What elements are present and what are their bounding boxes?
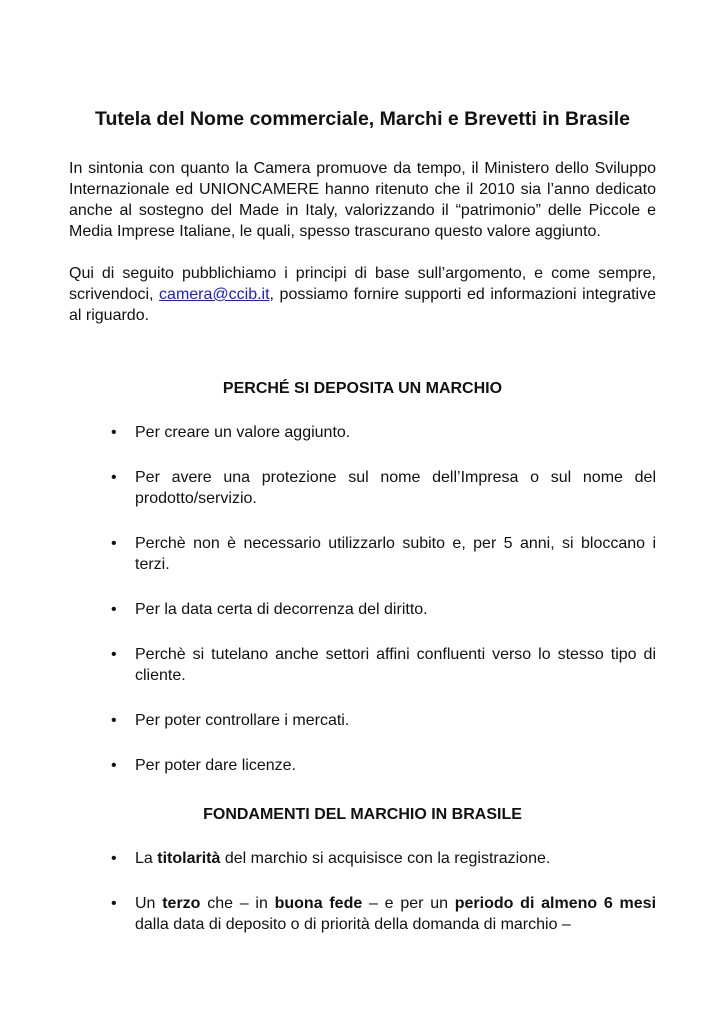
intro-p2-text-before: Qui di seguito pubblichiamo i principi di base sull’argomento, e come sempre, scrivendoci, (69, 265, 656, 303)
list-item (69, 848, 656, 869)
item1-text-post: del marchio si acquisisce con la registrazione. (220, 850, 551, 867)
email-link[interactable]: camera@ccib.it (159, 286, 270, 303)
intro-paragraph-1: In sintonia con quanto la Camera promuove da tempo, il Ministero dello Sviluppo Internazionale ed UNIONCAMERE hanno ritenuto che il 2010 sia l’anno dedicato anche al sostegno del Made in Italy, valorizzando il “patrimonio” delle Piccole e Media Imprese Italiane, le quali, spesso trascurano questo valore aggiunto. (69, 160, 656, 240)
item1-text-pre: La (135, 850, 158, 867)
bullet-icon: • (111, 895, 117, 912)
list-item-text: Perchè non è necessario utilizzarlo subito e, per 5 anni, si bloccano i terzi. (135, 535, 656, 573)
list-item (69, 533, 656, 575)
list-item (69, 710, 656, 731)
list-item-text: Per la data certa di decorrenza del diritto. (135, 601, 428, 618)
list-item (69, 422, 656, 443)
list-item-text: Per creare un valore aggiunto. (135, 424, 351, 441)
intro-p2-text-after: , possiamo fornire supporti ed informazioni integrative al riguardo. (69, 286, 656, 324)
item1-text-bold: titolarità (157, 850, 221, 867)
item2-bold-1: terzo (162, 895, 201, 912)
list-item (69, 893, 656, 935)
item2-text-2: che – in (200, 895, 275, 912)
item2-text-3: – e per un (362, 895, 455, 912)
item2-text-4: dalla data di deposito o di priorità della domanda di marchio – (135, 916, 571, 933)
bullet-icon: • (111, 535, 117, 552)
section-heading-fondamenti: FONDAMENTI DEL MARCHIO IN BRASILE (203, 806, 522, 823)
intro-paragraph-2 (69, 263, 656, 326)
list-item-text: Per poter dare licenze. (135, 757, 296, 774)
bullet-icon: • (111, 712, 117, 729)
list-item (69, 467, 656, 509)
reasons-list (69, 422, 656, 776)
fundamentals-list (69, 848, 656, 935)
bullet-icon: • (111, 601, 117, 618)
section-heading-perche: PERCHÉ SI DEPOSITA UN MARCHIO (222, 380, 503, 397)
item2-bold-2: buona fede (274, 895, 363, 912)
bullet-icon: • (111, 424, 117, 441)
list-item-text: Per avere una protezione sul nome dell’Impresa o sul nome del prodotto/servizio. (135, 469, 656, 507)
bullet-icon: • (111, 850, 117, 867)
bullet-icon: • (111, 757, 117, 774)
item2-bold-3: periodo di almeno 6 mesi (454, 895, 657, 912)
item2-text-1: Un (135, 895, 163, 912)
document-page (69, 108, 656, 959)
list-item (69, 755, 656, 776)
list-item-text: Perchè si tutelano anche settori affini confluenti verso lo stesso tipo di cliente. (135, 646, 656, 684)
bullet-icon: • (111, 469, 117, 486)
list-item (69, 599, 656, 620)
list-item (69, 644, 656, 686)
bullet-icon: • (111, 646, 117, 663)
list-item-text: Per poter controllare i mercati. (135, 712, 350, 729)
document-title: Tutela del Nome commerciale, Marchi e Brevetti in Brasile (94, 108, 630, 130)
